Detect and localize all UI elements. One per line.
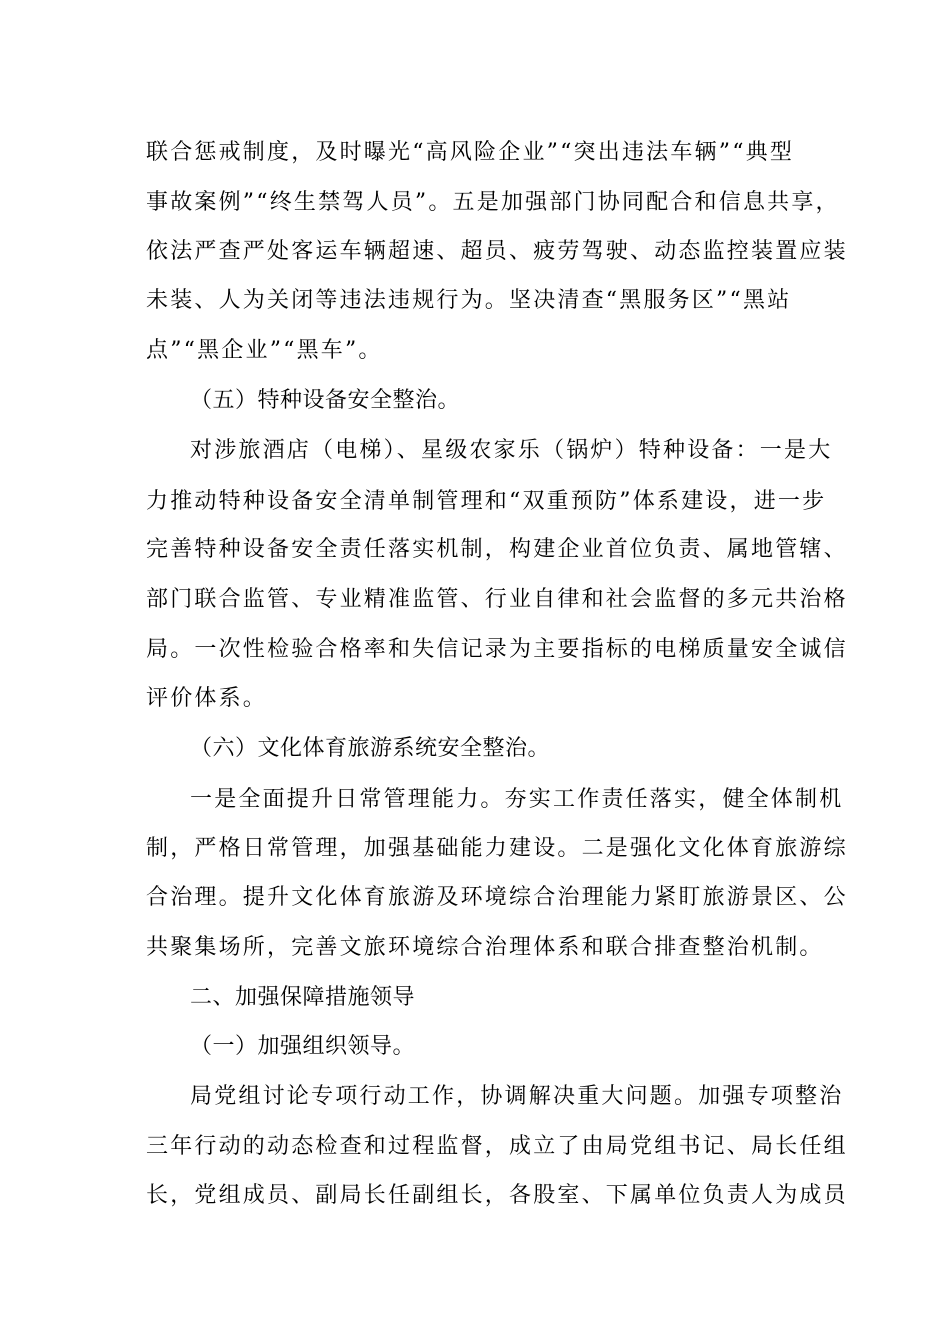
text-line: 联合惩戒制度，及时曝光“高风险企业”“突出违法车辆”“典型 [146, 140, 795, 165]
text-line: 部门联合监管、专业精准监管、行业自律和社会监督的多元共治格 [146, 587, 848, 612]
text-line: 三年行动的动态检查和过程监督，成立了由局党组书记、局长任组 [146, 1134, 848, 1159]
chapter-heading: 二、加强保障措施领导 [190, 985, 416, 1010]
text-line: 点”“黑企业”“黑车”。 [146, 338, 383, 363]
text-line: 长，党组成员、副局长任副组长，各股室、下属单位负责人为成员 [146, 1183, 848, 1208]
section-heading: （六）文化体育旅游系统安全整治。 [190, 736, 551, 761]
paragraph-first-line: 局党组讨论专项行动工作，协调解决重大问题。加强专项整治 [190, 1084, 844, 1109]
text-line: 力推动特种设备安全清单制管理和“双重预防”体系建设，进一步 [146, 489, 827, 514]
text-line: 制，严格日常管理，加强基础能力建设。二是强化文化体育旅游综 [146, 836, 848, 861]
text-line: 事故案例”“终生禁驾人员”。五是加强部门协同配合和信息共享， [146, 190, 840, 215]
text-line: 依法严查严处客运车辆超速、超员、疲劳驾驶、动态监控装置应装 [146, 239, 848, 264]
text-line: 局。一次性检验合格率和失信记录为主要指标的电梯质量安全诚信 [146, 637, 848, 662]
section-heading: （一）加强组织领导。 [190, 1034, 416, 1059]
section-heading: （五）特种设备安全整治。 [190, 388, 461, 413]
text-line: 未装、人为关闭等违法违规行为。坚决清查“黑服务区”“黑站 [146, 288, 792, 313]
paragraph-first-line: 对涉旅酒店（电梯）、星级农家乐（锅炉）特种设备：一是大 [190, 438, 833, 463]
text-line: 完善特种设备安全责任落实机制，构建企业首位负责、属地管辖、 [146, 537, 848, 562]
text-line: 评价体系。 [146, 686, 268, 711]
text-line: 合治理。提升文化体育旅游及环境综合治理能力紧盯旅游景区、公 [146, 885, 848, 910]
text-line: 共聚集场所，完善文旅环境综合治理体系和联合排查整治机制。 [146, 935, 824, 960]
paragraph-first-line: 一是全面提升日常管理能力。夯实工作责任落实，健全体制机 [190, 787, 844, 812]
